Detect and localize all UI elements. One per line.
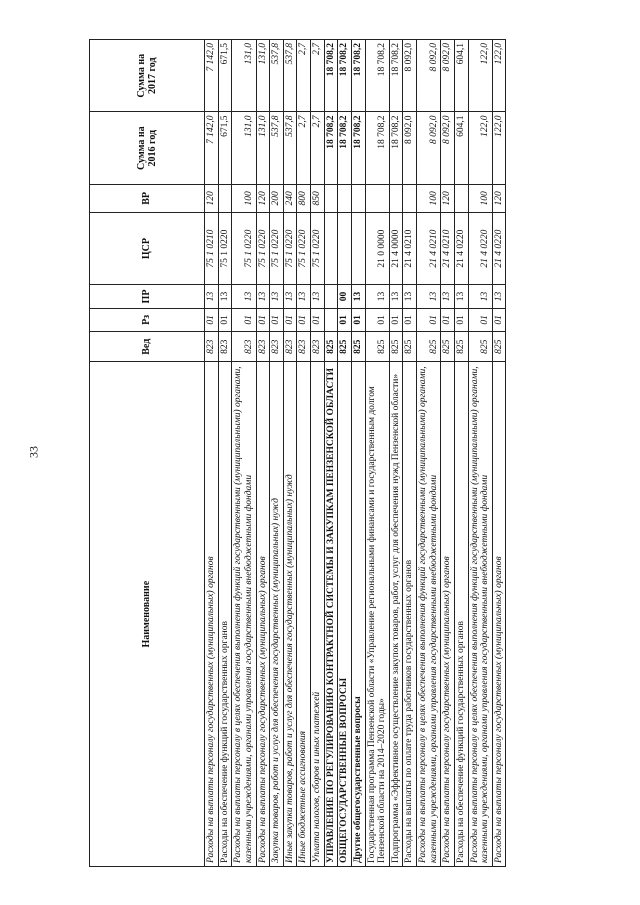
cell-s17: 18 708,2 [351, 40, 365, 112]
header-sum-2017: Сумма на 2017 год [90, 40, 205, 112]
cell-csr: 21 0 0000 [365, 212, 389, 284]
cell-s17: 18 708,2 [324, 40, 338, 112]
cell-s17: 18 708,2 [365, 40, 389, 112]
cell-csr: 75 1 0220 [232, 212, 256, 284]
cell-name: Иные бюджетные ассигнования [297, 362, 311, 867]
table-row [441, 40, 455, 867]
cell-vr: 100 [417, 184, 441, 212]
cell-rz: 01 [205, 308, 219, 331]
cell-rz: 01 [389, 308, 403, 331]
cell-csr: 75 1 0220 [256, 212, 270, 284]
cell-s17: 8 092,0 [441, 40, 455, 112]
table-body [205, 40, 506, 867]
table-row [417, 40, 441, 867]
cell-pr: 13 [417, 285, 441, 308]
table-row [351, 40, 365, 867]
cell-vr: 100 [468, 184, 492, 212]
cell-name: Уплата налогов, сборов и иных платежей [311, 362, 325, 867]
cell-csr: 21 4 0220 [492, 212, 506, 284]
table-row [218, 40, 232, 867]
cell-s17: 8 092,0 [417, 40, 441, 112]
cell-s16: 18 708,2 [338, 112, 352, 184]
cell-csr: 21 4 0220 [454, 212, 468, 284]
cell-rz: 01 [218, 308, 232, 331]
cell-vr: 100 [232, 184, 256, 212]
cell-s16: 671,5 [218, 112, 232, 184]
table-header-row [90, 40, 205, 867]
cell-csr [324, 212, 338, 284]
header-name: Наименование [90, 362, 205, 867]
cell-s16: 18 708,2 [365, 112, 389, 184]
cell-s17: 7 142,0 [205, 40, 219, 112]
table-row [205, 40, 219, 867]
cell-pr: 13 [256, 285, 270, 308]
cell-s16: 8 092,0 [441, 112, 455, 184]
cell-s17: 131,0 [232, 40, 256, 112]
cell-ved: 823 [218, 332, 232, 362]
cell-ved: 823 [232, 332, 256, 362]
cell-ved: 825 [441, 332, 455, 362]
cell-vr [389, 184, 403, 212]
cell-name: Закупка товаров, работ и услуг для обеспечения государственных (муниципальных) нужд [270, 362, 284, 867]
cell-name: Расходы на выплаты персоналу в целях обеспечения выполнения функций государственными (муниципальными) органами, казенными учреждениями, органами управления государственными внебюджетными фондами [232, 362, 256, 867]
cell-rz: 01 [283, 308, 297, 331]
cell-csr: 75 1 0220 [311, 212, 325, 284]
cell-name: Расходы на выплаты персоналу государственных (муниципальных) органов [256, 362, 270, 867]
cell-ved: 823 [256, 332, 270, 362]
cell-rz: 01 [270, 308, 284, 331]
cell-ved: 825 [492, 332, 506, 362]
cell-rz: 01 [351, 308, 365, 331]
cell-name: Государственная программа Пензенской области «Управление региональными финансами и государственным долгом Пензенской области на 2014–2020 годы» [365, 362, 389, 867]
cell-s17: 671,5 [218, 40, 232, 112]
cell-pr: 13 [283, 285, 297, 308]
cell-csr: 75 1 0220 [297, 212, 311, 284]
cell-s16: 537,8 [270, 112, 284, 184]
cell-name: Расходы на выплаты персоналу в целях обеспечения выполнения функций государственными (муниципальными) органами, казенными учреждениями, органами управления государственными внебюджетными фондами [417, 362, 441, 867]
cell-ved: 825 [389, 332, 403, 362]
table-row [324, 40, 338, 867]
table-row [256, 40, 270, 867]
budget-table-rotated [89, 39, 575, 867]
cell-pr: 13 [270, 285, 284, 308]
table-row [270, 40, 284, 867]
header-csr: ЦСР [90, 212, 205, 284]
table-row [365, 40, 389, 867]
cell-pr: 13 [365, 285, 389, 308]
cell-rz: 01 [311, 308, 325, 331]
cell-name: Расходы на выплаты персоналу государственных (муниципальных) органов [205, 362, 219, 867]
cell-name: Расходы на выплаты персоналу государственных (муниципальных) органов [441, 362, 455, 867]
cell-s16: 122,0 [468, 112, 492, 184]
table-row [468, 40, 492, 867]
cell-name: Расходы на обеспечение функций государственных органов [454, 362, 468, 867]
cell-s17: 537,8 [270, 40, 284, 112]
table-row [338, 40, 352, 867]
table-row [492, 40, 506, 867]
cell-rz: 01 [468, 308, 492, 331]
cell-pr: 13 [389, 285, 403, 308]
cell-name: Иные закупки товаров, работ и услуг для обеспечения государственных (муниципальных) нужд [283, 362, 297, 867]
cell-name: Расходы на выплаты персоналу в целях обеспечения выполнения функций государственными (муниципальными) органами, казенными учреждениями, органами управления государственными внебюджетными фондами [468, 362, 492, 867]
cell-pr: 13 [403, 285, 417, 308]
cell-vr [454, 184, 468, 212]
cell-csr: 21 4 0210 [403, 212, 417, 284]
cell-name: УПРАВЛЕНИЕ ПО РЕГУЛИРОВАНИЮ КОНТРАКТНОЙ СИСТЕМЫ И ЗАКУПКАМ ПЕНЗЕНСКОЙ ОБЛАСТИ [324, 362, 338, 867]
cell-rz: 01 [297, 308, 311, 331]
cell-s16: 604,1 [454, 112, 468, 184]
header-ved: Вед [90, 332, 205, 362]
cell-s16: 122,0 [492, 112, 506, 184]
cell-rz [324, 308, 338, 331]
cell-vr: 240 [283, 184, 297, 212]
cell-ved: 823 [205, 332, 219, 362]
cell-s17: 18 708,2 [338, 40, 352, 112]
cell-s16: 18 708,2 [324, 112, 338, 184]
cell-vr: 200 [270, 184, 284, 212]
cell-pr: 13 [492, 285, 506, 308]
cell-csr: 75 1 0210 [205, 212, 219, 284]
table-row [232, 40, 256, 867]
table-row [454, 40, 468, 867]
table-row [311, 40, 325, 867]
cell-s16: 18 708,2 [389, 112, 403, 184]
cell-csr [351, 212, 365, 284]
cell-csr: 75 1 0220 [270, 212, 284, 284]
cell-s16: 131,0 [232, 112, 256, 184]
table-row [403, 40, 417, 867]
cell-pr: 13 [311, 285, 325, 308]
cell-s17: 122,0 [468, 40, 492, 112]
cell-s16: 537,8 [283, 112, 297, 184]
cell-rz: 01 [256, 308, 270, 331]
cell-csr: 75 1 0220 [283, 212, 297, 284]
cell-csr: 75 1 0220 [218, 212, 232, 284]
cell-s16: 8 092,0 [417, 112, 441, 184]
cell-pr: 13 [218, 285, 232, 308]
cell-csr: 21 4 0000 [389, 212, 403, 284]
cell-pr: 00 [338, 285, 352, 308]
cell-csr: 21 4 0220 [468, 212, 492, 284]
cell-vr [324, 184, 338, 212]
header-sum-2016: Сумма на 2016 год [90, 112, 205, 184]
cell-pr: 13 [297, 285, 311, 308]
cell-vr: 800 [297, 184, 311, 212]
cell-ved: 825 [454, 332, 468, 362]
cell-pr [324, 285, 338, 308]
cell-rz: 01 [403, 308, 417, 331]
cell-vr: 850 [311, 184, 325, 212]
cell-s16: 2,7 [297, 112, 311, 184]
cell-ved: 825 [468, 332, 492, 362]
cell-s17: 2,7 [297, 40, 311, 112]
cell-s16: 131,0 [256, 112, 270, 184]
cell-s17: 18 708,2 [389, 40, 403, 112]
cell-vr [338, 184, 352, 212]
cell-ved: 825 [417, 332, 441, 362]
cell-rz: 01 [492, 308, 506, 331]
table-row [283, 40, 297, 867]
cell-s17: 604,1 [454, 40, 468, 112]
cell-name: ОБЩЕГОСУДАРСТВЕННЫЕ ВОПРОСЫ [338, 362, 352, 867]
header-pr: ПР [90, 285, 205, 308]
cell-pr: 13 [454, 285, 468, 308]
cell-pr: 13 [232, 285, 256, 308]
budget-table [89, 39, 506, 867]
header-vr: ВР [90, 184, 205, 212]
cell-s16: 7 142,0 [205, 112, 219, 184]
cell-s16: 2,7 [311, 112, 325, 184]
cell-ved: 825 [324, 332, 338, 362]
cell-csr: 21 4 0210 [441, 212, 455, 284]
cell-csr [338, 212, 352, 284]
cell-pr: 13 [441, 285, 455, 308]
cell-s17: 131,0 [256, 40, 270, 112]
page-number: 33 [26, 446, 41, 458]
cell-ved: 825 [351, 332, 365, 362]
cell-vr [351, 184, 365, 212]
cell-name: Расходы на выплаты по оплате труда работников государственных органов [403, 362, 417, 867]
cell-vr: 120 [205, 184, 219, 212]
table-row [297, 40, 311, 867]
cell-csr: 21 4 0210 [417, 212, 441, 284]
cell-rz: 01 [441, 308, 455, 331]
cell-name: Расходы на выплаты персоналу государственных (муниципальных) органов [492, 362, 506, 867]
cell-s17: 2,7 [311, 40, 325, 112]
cell-ved: 823 [283, 332, 297, 362]
cell-vr [365, 184, 389, 212]
cell-s17: 537,8 [283, 40, 297, 112]
cell-s17: 122,0 [492, 40, 506, 112]
cell-name: Расходы на обеспечение функций государственных органов [218, 362, 232, 867]
cell-vr [403, 184, 417, 212]
cell-ved: 825 [338, 332, 352, 362]
cell-rz: 01 [365, 308, 389, 331]
cell-s16: 8 092,0 [403, 112, 417, 184]
cell-rz: 01 [417, 308, 441, 331]
cell-vr [218, 184, 232, 212]
cell-rz: 01 [338, 308, 352, 331]
header-rz: Рз [90, 308, 205, 331]
cell-pr: 13 [205, 285, 219, 308]
cell-rz: 01 [232, 308, 256, 331]
cell-vr: 120 [256, 184, 270, 212]
cell-ved: 823 [297, 332, 311, 362]
cell-vr: 120 [492, 184, 506, 212]
cell-pr: 13 [468, 285, 492, 308]
cell-ved: 825 [365, 332, 389, 362]
cell-ved: 823 [270, 332, 284, 362]
cell-name: Подпрограмма «Эффективное осуществление закупок товаров, работ, услуг для обеспечения нужд Пензенской области» [389, 362, 403, 867]
cell-s17: 8 092,0 [403, 40, 417, 112]
cell-s16: 18 708,2 [351, 112, 365, 184]
cell-vr: 120 [441, 184, 455, 212]
cell-ved: 823 [311, 332, 325, 362]
cell-ved: 825 [403, 332, 417, 362]
cell-rz: 01 [454, 308, 468, 331]
cell-name: Другие общегосударственные вопросы [351, 362, 365, 867]
table-row [389, 40, 403, 867]
cell-pr: 13 [351, 285, 365, 308]
